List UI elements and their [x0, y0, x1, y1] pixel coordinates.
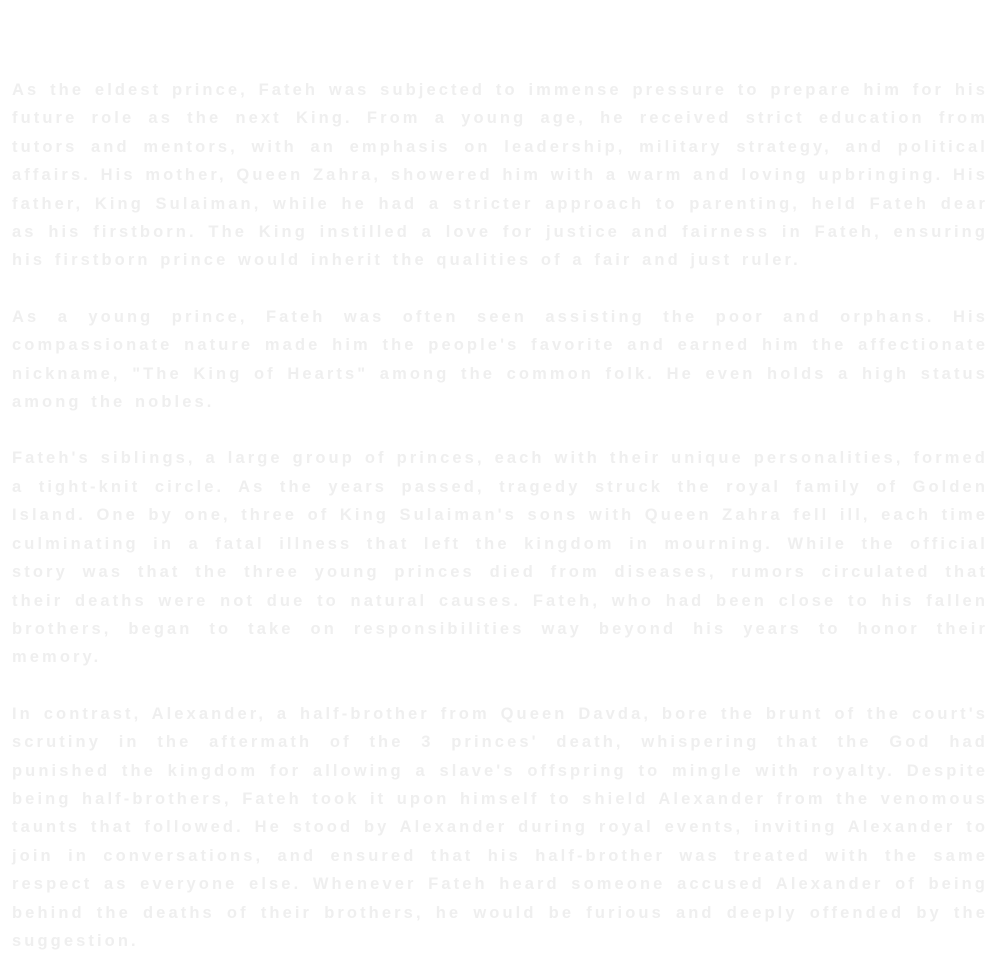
- document-title: [12, 14, 988, 54]
- paragraph-3: Fateh's siblings, a large group of princes, each with their unique personalities, formed a tight-knit circle. As the years passed, tragedy struck the royal family of Golden Island. One by one, three of King Sulaiman's sons with Queen Zahra fell ill, each time culminating in a fatal illness that left the kingdom in mourning. While the official story was that the three young princes died from diseases, rumors circulated that their deaths were not due to natural causes. Fateh, who had been close to his fallen brothers, began to take on responsibilities way beyond his years to honor their memory.: [12, 449, 988, 667]
- paragraph-2: As a young prince, Fateh was often seen assisting the poor and orphans. His compassionate nature made him the people's favorite and earned him the affectionate nickname, "The King of Hearts" among the common folk. He even holds a high status among the nobles.: [12, 307, 988, 412]
- paragraph-4: In contrast, Alexander, a half-brother from Queen Davda, bore the brunt of the court's scrutiny in the aftermath of the 3 princes' death, whispering that the God had punished the kingdom for allowing a slave's offspring to mingle with royalty. Despite being half-brothers, Fateh took it upon himself to shield Alexander from the venomous taunts that followed. He stood by Alexander during royal events, inviting Alexander to join in conversations, and ensured that his half-brother was treated with the same respect as everyone else. Whenever Fateh heard someone accused Alexander of being behind the deaths of their brothers, he would be furious and deeply offended by the suggestion.: [12, 704, 988, 950]
- paragraph-1: As the eldest prince, Fateh was subjected to immense pressure to prepare him for his future role as the next King. From a young age, he received strict education from tutors and mentors, with an emphasis on leadership, military strategy, and political affairs. His mother, Queen Zahra, showered him with a warm and loving upbringing. His father, King Sulaiman, while he had a stricter approach to parenting, held Fateh dear as his firstborn. The King instilled a love for justice and fairness in Fateh, ensuring his firstborn prince would inherit the qualities of a fair and just ruler.: [12, 81, 988, 270]
